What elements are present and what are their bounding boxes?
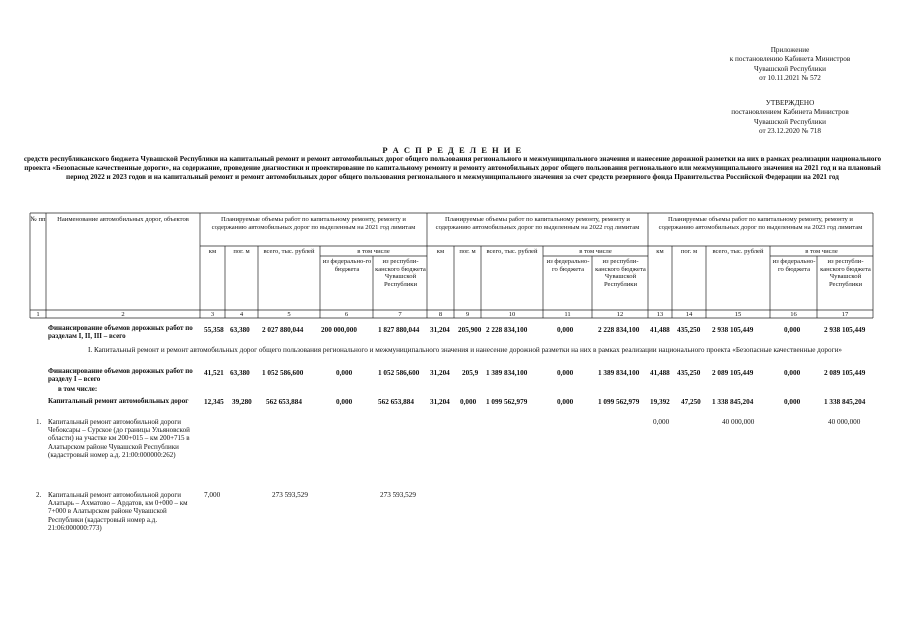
col-number: 10 xyxy=(508,311,516,318)
col-number: 16 xyxy=(790,311,797,318)
header-fed: из федерально-го бюджета xyxy=(772,258,816,273)
cell-value: 2 938 105,449 xyxy=(712,326,754,334)
approved-line: Чувашской Республики xyxy=(754,117,826,126)
col-number: 11 xyxy=(564,311,571,318)
cell-value: 205,9 xyxy=(462,369,479,377)
approved-line: постановлением Кабинета Министров xyxy=(731,108,849,117)
cell-value: 562 653,884 xyxy=(378,398,414,406)
cell-value: 63,380 xyxy=(230,369,250,377)
header-total: всего, тыс. рублей xyxy=(486,248,538,255)
header-fed: из федерально-го бюджета xyxy=(322,258,372,273)
col-number: 2 xyxy=(121,311,125,318)
col-number: 6 xyxy=(344,311,349,318)
cell-value: 0,000 xyxy=(784,398,801,406)
cell-value: 562 653,884 xyxy=(266,398,302,406)
cell-value: 41,521 xyxy=(204,369,224,377)
row-object-label: Капитальный ремонт автомобильной дороги Чебоксары – Сурское (до границы Ульяновской области) на участке км 200+015 – км 200+715 в Алатырском районе Чувашской Республики (кадастровый номер а.д. 21:00:000000:262) xyxy=(48,418,190,459)
document-subtitle: средств республиканского бюджета Чувашской Республики на капитальный ремонт и ремонт автомобильных дорог общего пользования регионального и межмуниципального значения и нанесение дорожной разметки на них в рамках реализации национального проекта «Безопасные качественные дороги», на содержание, проведение диагностики и проектирование по капитальному ремонту и ремонту автомобильных дорог общего пользования регионального или межмуниципального значения на 2021 год и на плановый период 2022 и 2023 годов и на капитальный ремонт и ремонт автомобильных дорог общего пользования регионального и межмуниципального значения за счет средств резервного фонда Правительства Российской Федерации на 2021 год xyxy=(23,155,882,182)
header-rep: из республи-канского бюджета Чувашской Республики xyxy=(595,258,646,288)
header-fed: из федерально-го бюджета xyxy=(546,258,590,273)
col-number: 13 xyxy=(656,311,664,318)
row-section-label: Финансирование объемов дорожных работ по разделу I – всего xyxy=(48,367,193,384)
cell-value: 19,392 xyxy=(650,398,670,406)
approved-block xyxy=(690,99,890,137)
cell-value: 0,000 xyxy=(460,398,477,406)
appendix-line: Приложение xyxy=(770,46,810,54)
cell-value: 1 099 562,979 xyxy=(598,398,640,406)
header-km: км xyxy=(208,248,217,255)
header-rep: из республи-канского бюджета Чувашской Республики xyxy=(820,258,871,288)
cell-value: 2 228 834,100 xyxy=(486,326,528,334)
cell-value: 1 389 834,100 xyxy=(598,369,640,377)
cell-value: 55,358 xyxy=(204,326,224,334)
cell-value: 41,488 xyxy=(650,369,670,377)
cell-value: 0,000 xyxy=(336,369,353,377)
col-number: 14 xyxy=(685,311,693,318)
cell-value: 0,000 xyxy=(557,369,574,377)
header-total: всего, тыс. рублей xyxy=(712,248,764,255)
cell-value: 205,900 xyxy=(458,326,482,334)
incl-label: в том числе: xyxy=(58,385,98,393)
cell-value: 200 000,000 xyxy=(321,326,357,334)
header-2023: Планируемые объемы работ по капитальному ремонту, ремонту и содержанию автомобильных дорог по выделенным на 2023 год лимитам xyxy=(658,216,863,231)
header-pm: пог. м xyxy=(233,248,250,255)
appendix-line: Чувашской Республики xyxy=(754,64,826,73)
cell-value: 1 389 834,100 xyxy=(486,369,528,377)
appendix-block xyxy=(690,46,890,84)
cell-value: 1 338 845,204 xyxy=(824,398,866,406)
cell-value: 39,280 xyxy=(232,398,252,406)
col-number: 4 xyxy=(239,311,244,318)
col-number: 8 xyxy=(438,311,443,318)
cell-value: 1 052 586,600 xyxy=(262,369,304,377)
col-number: 12 xyxy=(616,311,624,318)
cell-value: 1 052 586,600 xyxy=(378,369,420,377)
cell-value: 12,345 xyxy=(204,398,224,406)
approved-line: УТВЕРЖДЕНО xyxy=(765,99,815,107)
header-rep: из республи-канского бюджета Чувашской Республики xyxy=(375,258,426,288)
col-number: 3 xyxy=(210,311,215,318)
cell-value: 2 027 880,044 xyxy=(262,326,304,334)
cell-value: 273 593,529 xyxy=(272,491,308,499)
col-number: 17 xyxy=(841,311,849,318)
cell-value: 47,250 xyxy=(681,398,701,406)
cell-value: 31,204 xyxy=(430,326,450,334)
col-number: 9 xyxy=(465,311,470,318)
cell-value: 63,380 xyxy=(230,326,250,334)
cell-value: 31,204 xyxy=(430,369,450,377)
cell-value: 7,000 xyxy=(204,491,221,499)
col-number: 5 xyxy=(287,311,291,318)
header-km: км xyxy=(436,248,445,255)
cell-value: 0,000 xyxy=(653,418,670,426)
col-number: 7 xyxy=(398,311,402,318)
header-2022: Планируемые объемы работ по капитальному ремонту, ремонту и содержанию автомобильных дорог по выделенным на 2022 год лимитам xyxy=(435,216,640,231)
cell-value: 2 228 834,100 xyxy=(598,326,640,334)
row-number: 2. xyxy=(36,491,42,499)
approved-line: от 23.12.2020 № 718 xyxy=(758,127,821,136)
cell-value: 1 099 562,979 xyxy=(486,398,528,406)
row-number: 1. xyxy=(36,418,42,426)
document-title: Р А С П Р Е Д Е Л Е Н И Е xyxy=(382,145,523,155)
header-incl: в том числе xyxy=(357,248,390,255)
row-object-label: Капитальный ремонт автомобильной дороги Алатырь – Ахматово – Ардатов, км 0+000 – км 7+000 в Алатырском районе Чувашской Республики (кадастровый номер а.д. 21:06:000000:773) xyxy=(48,491,188,532)
cell-value: 2 089 105,449 xyxy=(824,369,866,377)
cell-value: 0,000 xyxy=(557,326,574,334)
section-1-heading: I. Капитальный ремонт и ремонт автомобильных дорог общего пользования регионального и межмуниципального значения и нанесение дорожной разметки на них в рамках реализации национального проекта «Безопасные качественные дороги» xyxy=(87,346,843,354)
cell-value: 1 827 880,044 xyxy=(378,326,420,334)
header-incl: в том числе xyxy=(579,248,612,255)
header-pm: пог. м xyxy=(680,248,698,255)
cell-value: 40 000,000 xyxy=(828,418,861,426)
row-capital-label: Капитальный ремонт автомобильных дорог xyxy=(48,397,189,405)
cell-value: 40 000,000 xyxy=(722,418,755,426)
cell-value: 2 938 105,449 xyxy=(824,326,866,334)
cell-value: 0,000 xyxy=(784,326,801,334)
row-total-label: Финансирование объемов дорожных работ по разделам I, II, III – всего xyxy=(48,324,193,341)
cell-value: 1 338 845,204 xyxy=(712,398,754,406)
cell-value: 0,000 xyxy=(336,398,353,406)
cell-value: 31,204 xyxy=(430,398,450,406)
cell-value: 435,250 xyxy=(677,369,701,377)
cell-value: 2 089 105,449 xyxy=(712,369,754,377)
col-number: 1 xyxy=(36,311,40,318)
cell-value: 273 593,529 xyxy=(380,491,416,499)
header-2021: Планируемые объемы работ по капитальному ремонту, ремонту и содержанию автомобильных дорог по выделенным на 2021 год лимитам xyxy=(211,216,416,231)
col-number: 15 xyxy=(734,311,742,318)
cell-value: 0,000 xyxy=(557,398,574,406)
cell-value: 41,488 xyxy=(650,326,670,334)
header-incl: в том числе xyxy=(805,248,838,255)
header-total: всего, тыс. рублей xyxy=(263,248,315,255)
cell-value: 435,250 xyxy=(677,326,701,334)
header-no: № пп xyxy=(30,216,46,223)
appendix-line: к постановлению Кабинета Министров xyxy=(729,55,851,64)
header-name: Наименование автомобильных дорог, объектов xyxy=(57,216,189,223)
appendix-line: от 10.11.2021 № 572 xyxy=(759,74,821,83)
header-km: км xyxy=(656,248,664,255)
cell-value: 0,000 xyxy=(784,369,801,377)
header-pm: пог. м xyxy=(459,248,476,255)
